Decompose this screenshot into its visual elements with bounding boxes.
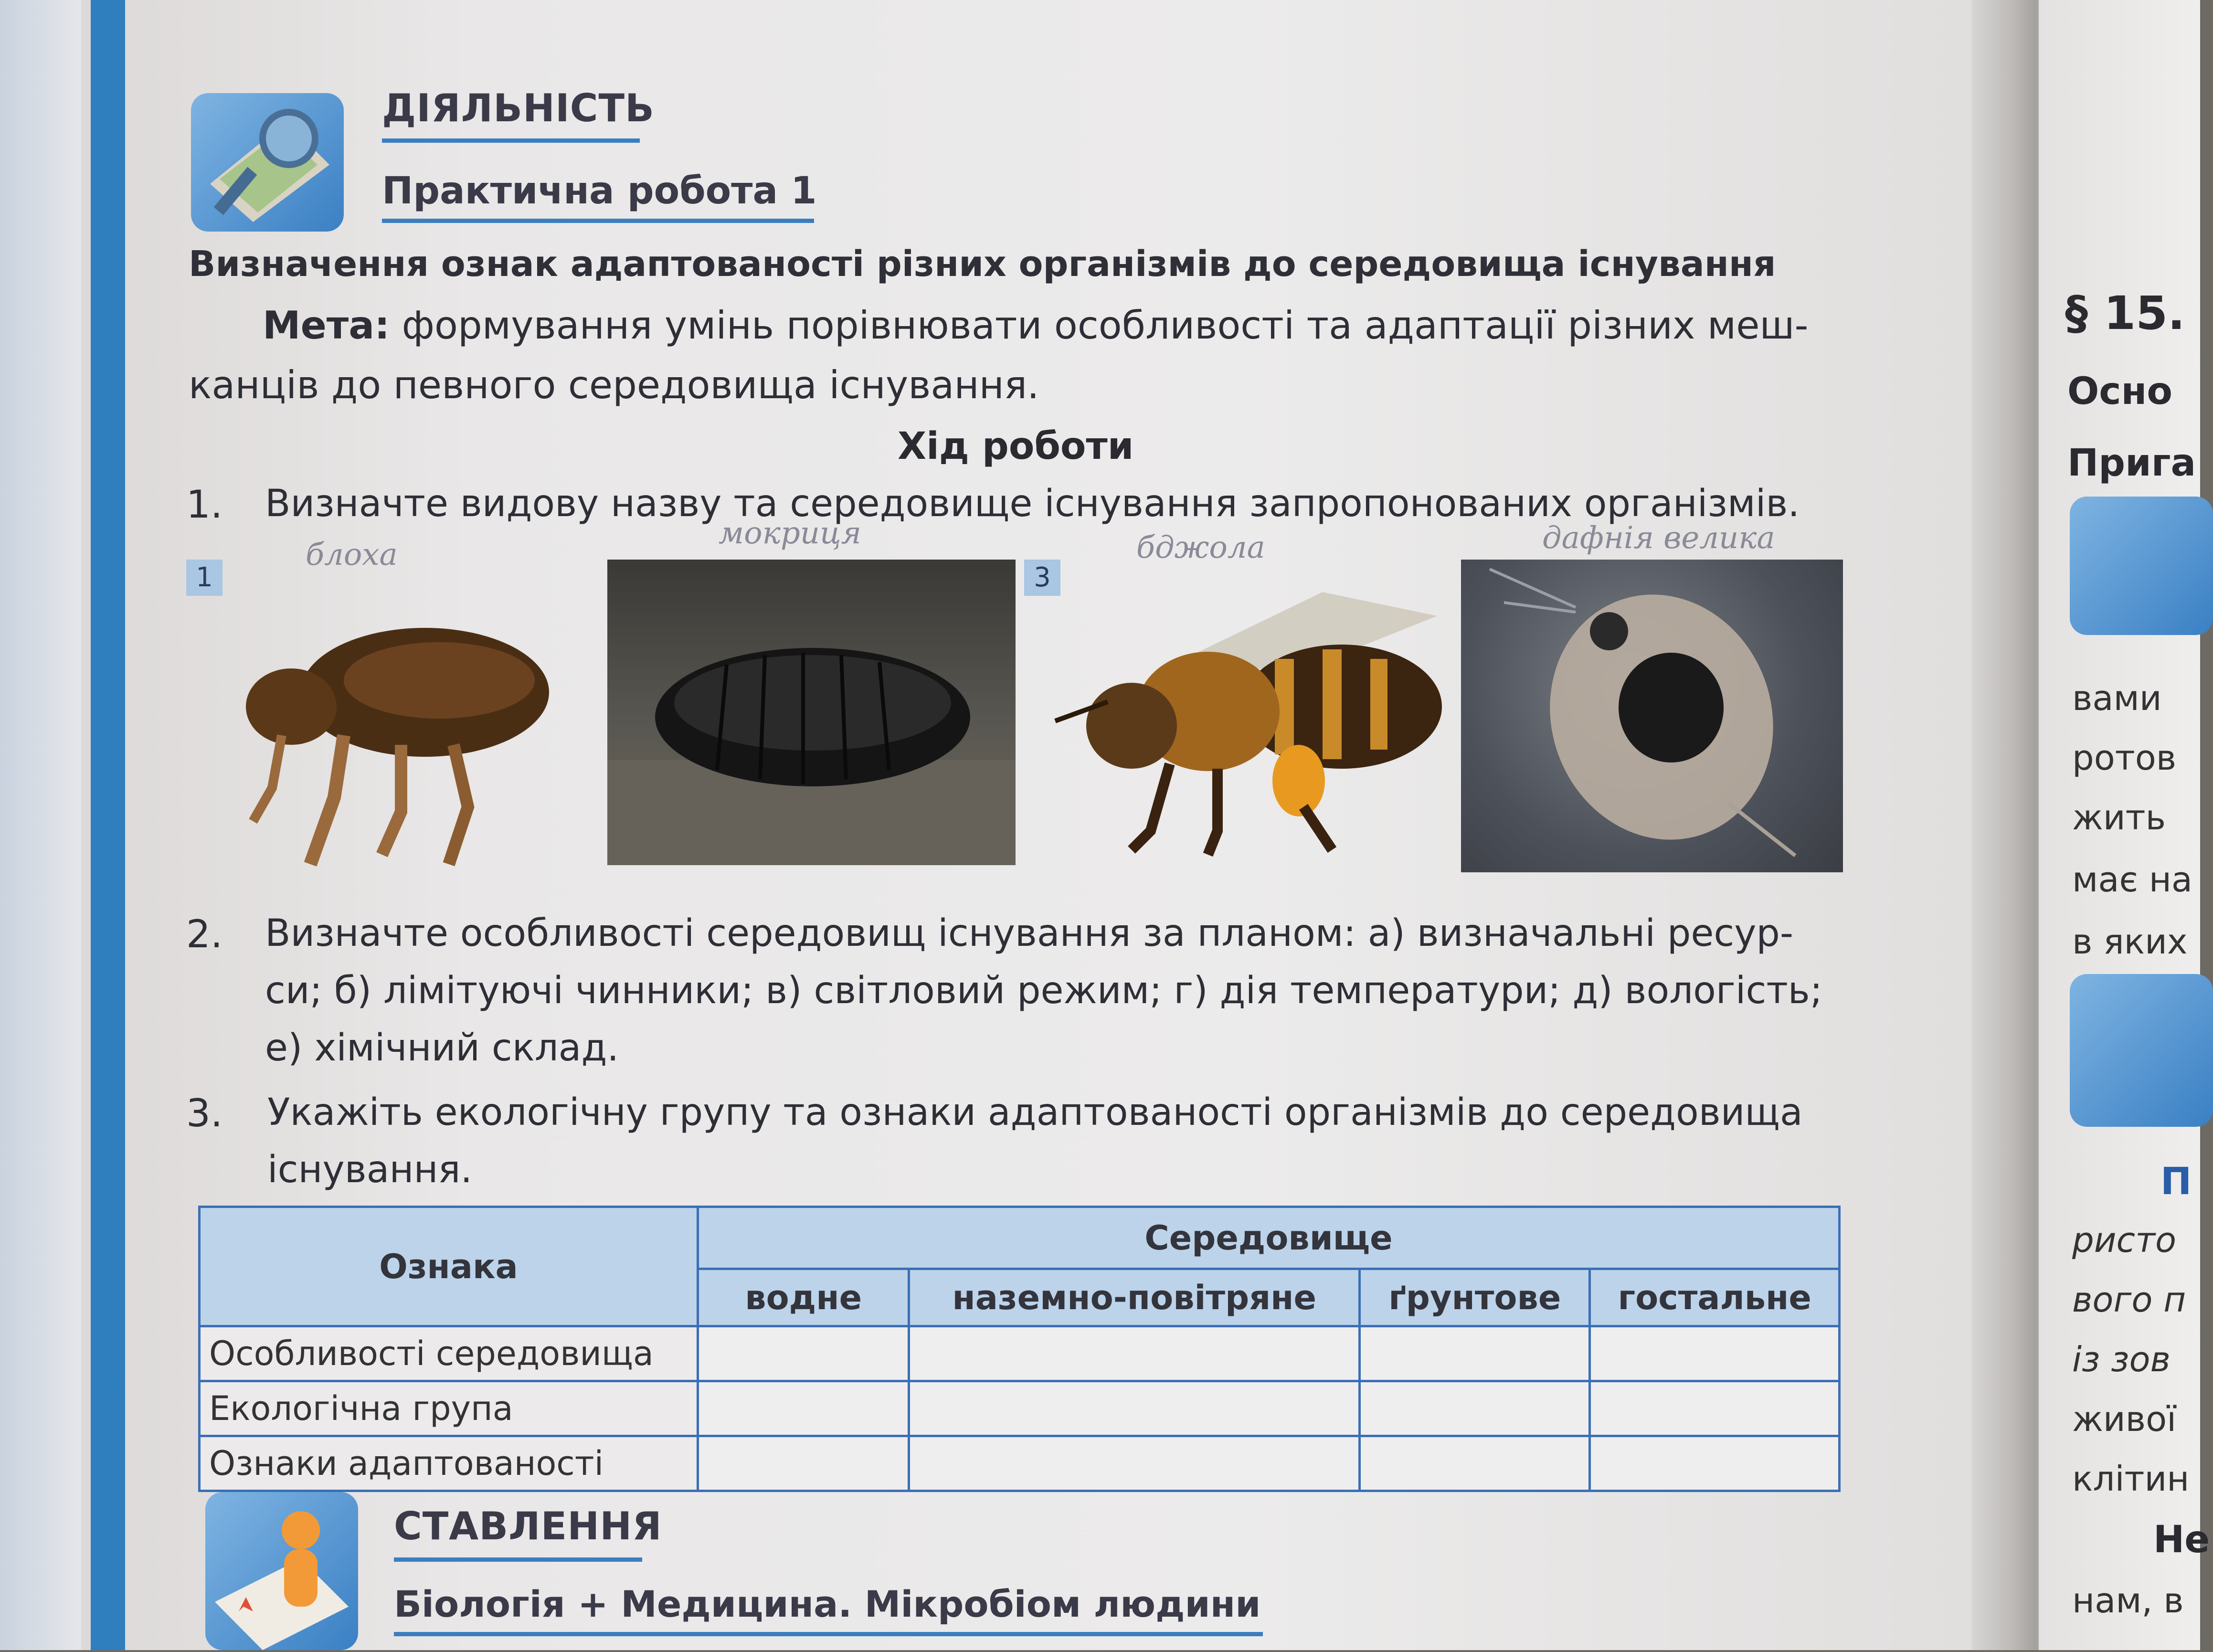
table-cell (1360, 1436, 1590, 1491)
flea-photo (201, 597, 582, 874)
organism-number-3: 3 (1024, 560, 1060, 596)
page-margin-stripe (91, 0, 125, 1650)
attitude-figure-icon (205, 1492, 358, 1650)
task-2-line-3: е) хімічний склад. (265, 1027, 619, 1070)
right-page-heading-1: Осно (2067, 370, 2173, 413)
task-1-number: 1. (186, 482, 223, 527)
table-cell (909, 1381, 1360, 1436)
table-cell (1590, 1326, 1840, 1381)
notebook-pencil-icon (2070, 497, 2213, 635)
table-cell (1590, 1436, 1840, 1491)
work-title: Практична робота 1 (382, 169, 817, 212)
right-page-subheading: П (2160, 1160, 2192, 1203)
bee-photo (1027, 563, 1447, 869)
right-page-italic-line: вого п (2072, 1280, 2186, 1320)
task-3-line-1: Укажіть екологічну групу та ознаки адаптованості організмів до середовища (267, 1091, 1803, 1134)
section-title-underline (382, 138, 640, 143)
table-cell (909, 1436, 1360, 1491)
goal-line-2: канців до певного середовища існування. (189, 363, 1039, 407)
goal-line-1 (263, 303, 1808, 348)
environment-column-header: Середовище (698, 1207, 1840, 1269)
next-section-title: СТАВЛЕННЯ (394, 1504, 662, 1548)
environment-table (198, 1206, 1841, 1492)
activity-magnifier-icon (191, 93, 344, 232)
right-page-line: ротов (2072, 738, 2177, 778)
env-header-host: гостальне (1590, 1269, 1840, 1326)
previous-page-edge (0, 0, 81, 1650)
table-cell (909, 1326, 1360, 1381)
handwritten-name-3: бджола (1136, 530, 1265, 565)
next-section-subtitle: Біологія + Медицина. Мікробіом людини (394, 1583, 1261, 1625)
work-title-underline (382, 219, 814, 223)
organism-number-1: 1 (186, 560, 222, 596)
right-page-line: клітин (2072, 1459, 2190, 1499)
env-header-ground-air: наземно-повітряне (909, 1269, 1360, 1326)
daphnia-photo (1461, 560, 1843, 872)
row-label-environment-features: Особливості середовища (200, 1326, 698, 1381)
woodlouse-photo (607, 560, 1016, 865)
right-page-paragraph-number: § 15. (2065, 286, 2185, 340)
procedure-heading: Хід роботи (898, 425, 1134, 468)
handwritten-name-4: дафнія велика (1542, 520, 1775, 556)
right-page-italic-line: із зов (2072, 1339, 2171, 1379)
right-page-line: нам, в (2072, 1580, 2184, 1620)
section-title: ДІЯЛЬНІСТЬ (382, 86, 655, 130)
task-2-line-1: Визначте особливості середовищ існування за планом: а) визначальні ресур- (265, 912, 1794, 955)
right-page-bold-fragment: Не (2153, 1518, 2210, 1561)
task-1-text: Визначте видову назву та середовище існування запропонованих організмів. (265, 482, 1800, 525)
right-page-line: жить (2072, 797, 2166, 837)
table-cell (1360, 1326, 1590, 1381)
table-cell (1590, 1381, 1840, 1436)
right-page-line: живої (2072, 1399, 2177, 1439)
right-page-line: в яких (2072, 921, 2188, 962)
main-title: Визначення ознак адаптованості різних організмів до середовища існування (189, 244, 1776, 285)
env-header-soil: ґрунтове (1360, 1269, 1590, 1326)
row-label-ecological-group: Екологічна група (200, 1381, 698, 1436)
task-2-number: 2. (186, 912, 223, 956)
goal-label: Мета: (263, 303, 390, 348)
goal-text: формування умінь порівнювати особливості та адаптації різних меш- (402, 303, 1809, 348)
table-cell (698, 1436, 909, 1491)
right-page-line: має на (2072, 859, 2193, 900)
table-row (200, 1326, 1840, 1381)
clover-book-icon (2070, 974, 2213, 1127)
right-page-italic-line: ристо (2072, 1220, 2177, 1260)
task-3-number: 3. (186, 1091, 223, 1135)
table-cell (698, 1381, 909, 1436)
next-section-underline (394, 1557, 642, 1562)
handwritten-name-2: мокриця (719, 516, 862, 551)
feature-column-header: Ознака (200, 1207, 698, 1326)
table-row (200, 1381, 1840, 1436)
task-2-line-2: си; б) лімітуючі чинники; в) світловий режим; г) дія температури; д) вологість; (265, 969, 1823, 1012)
right-page-line: вами (2072, 678, 2162, 718)
table-cell (698, 1326, 909, 1381)
handwritten-name-1: блоха (306, 537, 398, 572)
table-row (200, 1436, 1840, 1491)
right-page-heading-2: Прига (2067, 442, 2196, 485)
task-3-line-2: існування. (267, 1148, 473, 1191)
row-label-adaptation-signs: Ознаки адаптованості (200, 1436, 698, 1491)
next-section-subtitle-underline (394, 1632, 1263, 1636)
table-cell (1360, 1381, 1590, 1436)
env-header-water: водне (698, 1269, 909, 1326)
